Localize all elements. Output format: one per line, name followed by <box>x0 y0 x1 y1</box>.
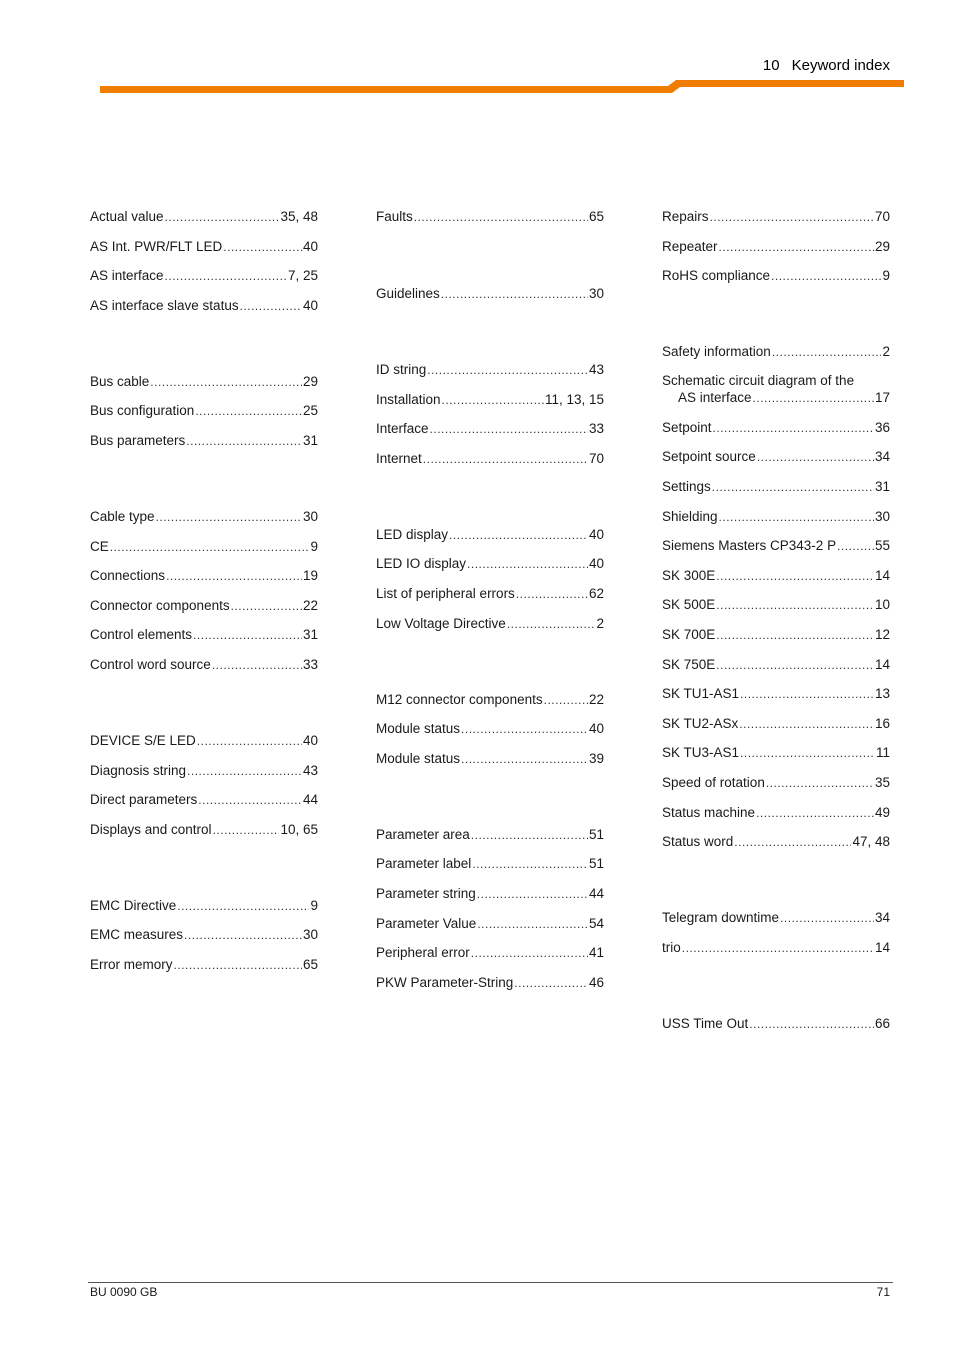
leader-dots <box>156 507 302 527</box>
leader-dots <box>471 825 588 845</box>
entry-page: 39 <box>588 750 604 766</box>
leader-dots <box>193 625 302 645</box>
index-entry <box>662 832 890 879</box>
entry-page: 10, 65 <box>280 821 318 837</box>
entry-label: Guidelines <box>376 286 440 301</box>
entry-label: Internet <box>376 450 422 466</box>
entry-label: SK 750E <box>662 656 716 672</box>
entry-page: 14 <box>874 939 890 955</box>
entry-label: Repairs <box>662 209 709 224</box>
entry-page: 44 <box>302 792 318 808</box>
entry-label: Displays and control <box>90 821 212 837</box>
entry-page: 46 <box>588 974 604 990</box>
index-entry <box>662 684 890 714</box>
leader-dots <box>213 820 280 840</box>
index-entry <box>376 584 604 614</box>
index-entry <box>662 625 890 655</box>
index-entry <box>376 884 604 914</box>
entry-label: Safety information <box>662 344 771 360</box>
leader-dots <box>477 914 588 934</box>
index-entry <box>376 825 604 855</box>
entry-label: ID string <box>376 362 427 377</box>
leader-dots <box>471 943 588 963</box>
leader-dots <box>150 372 302 392</box>
leader-dots <box>414 207 588 227</box>
entry-page: 40 <box>302 732 318 748</box>
entry-page: 31 <box>874 478 890 494</box>
leader-dots <box>757 447 874 467</box>
index-entry <box>90 401 318 431</box>
index-entry <box>662 536 890 566</box>
index-entry <box>376 554 604 584</box>
entry-label: Telegram downtime <box>662 910 780 926</box>
leader-dots <box>837 536 874 556</box>
leader-dots <box>740 684 874 704</box>
leader-dots <box>165 207 280 227</box>
chapter-title: Keyword index <box>791 57 890 74</box>
index-entry <box>90 790 318 820</box>
leader-dots <box>756 803 874 823</box>
leader-dots <box>430 419 588 439</box>
entry-page: 40 <box>302 238 318 254</box>
index-entry <box>90 596 318 626</box>
leader-dots <box>544 690 588 710</box>
entry-label: Status machine <box>662 804 756 820</box>
index-entry <box>90 820 318 867</box>
entry-page: 40 <box>588 526 604 542</box>
index-entry <box>90 761 318 791</box>
entry-label: Settings <box>662 478 711 494</box>
entry-page: 34 <box>874 449 890 465</box>
index-entry <box>90 566 318 596</box>
entry-page: 31 <box>302 432 318 448</box>
leader-dots <box>231 596 302 616</box>
entry-label: Bus cable <box>90 373 150 389</box>
index-entry <box>376 973 604 1003</box>
entry-label: M12 connector components <box>376 691 543 707</box>
index-entry <box>662 237 890 267</box>
entry-page: 51 <box>588 826 604 842</box>
index-column-2 <box>376 207 604 1002</box>
entry-page: 47, 48 <box>852 834 890 850</box>
leader-dots <box>187 761 302 781</box>
index-entry <box>90 372 318 402</box>
index-entry <box>662 743 890 773</box>
entry-page: 11 <box>875 745 890 761</box>
entry-label: Repeater <box>662 238 718 254</box>
entry-page: 2 <box>882 344 890 360</box>
index-entry <box>376 690 604 720</box>
entry-label: RoHS compliance <box>662 268 771 284</box>
entry-label: Module status <box>376 721 461 737</box>
entry-page: 22 <box>302 597 318 613</box>
entry-page: 14 <box>874 656 890 672</box>
index-entry <box>662 908 890 938</box>
entry-page: 17 <box>874 389 890 405</box>
index-entry <box>376 525 604 555</box>
index-entry <box>662 938 890 985</box>
index-entry <box>662 477 890 507</box>
entry-page: 44 <box>588 885 604 901</box>
leader-dots <box>423 449 588 469</box>
index-entry <box>90 507 318 537</box>
entry-label: LED display <box>376 526 449 542</box>
chapter-heading <box>600 56 890 76</box>
index-entry <box>90 266 318 296</box>
leader-dots <box>516 584 588 604</box>
leader-dots <box>753 390 874 407</box>
entry-label: Actual value <box>90 209 164 224</box>
leader-dots <box>719 237 874 257</box>
entry-label: AS interface slave status <box>90 297 239 313</box>
entry-page: 51 <box>588 856 604 872</box>
index-entry <box>90 925 318 955</box>
index-entry <box>90 537 318 567</box>
leader-dots <box>716 566 874 586</box>
leader-dots <box>427 360 588 380</box>
leader-dots <box>186 431 302 451</box>
index-entry <box>662 773 890 803</box>
index-entry <box>376 914 604 944</box>
entry-page: 35 <box>874 774 890 790</box>
entry-page: 30 <box>588 286 604 301</box>
leader-dots <box>195 401 302 421</box>
entry-page: 10 <box>874 597 890 613</box>
leader-dots <box>716 595 874 615</box>
entry-page: 29 <box>302 373 318 389</box>
entry-label: Bus parameters <box>90 432 186 448</box>
leader-dots <box>467 554 588 574</box>
entry-page: 41 <box>588 945 604 961</box>
entry-page: 66 <box>874 1015 890 1031</box>
index-entry <box>90 896 318 926</box>
entry-page: 9 <box>882 268 890 284</box>
entry-label: Interface <box>376 421 429 437</box>
entry-label: Schematic circuit diagram of the <box>662 372 855 388</box>
index-entry <box>376 419 604 449</box>
leader-dots <box>240 296 302 316</box>
entry-label: EMC Directive <box>90 897 177 913</box>
leader-dots <box>461 719 588 739</box>
entry-page: 36 <box>874 419 890 435</box>
index-column-3 <box>662 207 890 1043</box>
leader-dots <box>177 896 309 916</box>
entry-label: USS Time Out <box>662 1015 749 1031</box>
entry-label: Installation <box>376 391 441 407</box>
entry-label: Parameter label <box>376 856 472 872</box>
entry-page: 40 <box>588 721 604 737</box>
entry-page: 65 <box>302 956 318 972</box>
entry-label: SK 500E <box>662 597 716 613</box>
entry-page: 29 <box>874 238 890 254</box>
entry-page: 70 <box>588 450 604 466</box>
entry-label: Bus configuration <box>90 403 195 419</box>
index-entry <box>662 566 890 596</box>
entry-label: CE <box>90 538 109 554</box>
entry-page: 25 <box>302 403 318 419</box>
entry-page: 2 <box>596 615 604 631</box>
entry-page: 16 <box>874 715 890 731</box>
leader-dots <box>461 749 588 769</box>
leader-dots <box>223 237 302 257</box>
entry-page: 65 <box>588 209 604 224</box>
index-entry <box>90 237 318 267</box>
entry-label: LED IO display <box>376 556 467 572</box>
leader-dots <box>739 714 874 734</box>
entry-page: 34 <box>874 910 890 926</box>
index-entry <box>376 943 604 973</box>
index-entry <box>90 296 318 343</box>
index-entry <box>662 714 890 744</box>
entry-label: Setpoint <box>662 419 712 435</box>
index-entry <box>662 207 890 237</box>
entry-label: Shielding <box>662 508 718 524</box>
leader-dots <box>713 418 874 438</box>
leader-dots <box>184 925 302 945</box>
entry-label: Direct parameters <box>90 792 198 808</box>
leader-dots <box>442 390 544 410</box>
index-entry <box>376 360 604 390</box>
chapter-number: 10 <box>762 57 780 74</box>
leader-dots <box>682 938 874 958</box>
leader-dots <box>212 655 302 675</box>
leader-dots <box>514 973 588 993</box>
entry-page: 30 <box>302 508 318 524</box>
entry-label: Setpoint source <box>662 449 756 465</box>
entry-page: 31 <box>302 627 318 643</box>
leader-dots <box>780 908 874 928</box>
entry-label: AS interface <box>90 268 164 284</box>
index-entry <box>662 342 890 372</box>
index-entry <box>662 1014 890 1044</box>
index-entry <box>376 614 604 661</box>
entry-page: 33 <box>302 656 318 672</box>
index-entry <box>662 418 890 448</box>
leader-dots <box>441 284 588 304</box>
leader-dots <box>710 207 874 227</box>
entry-label: trio <box>662 939 681 955</box>
entry-page: 22 <box>588 691 604 707</box>
index-entry <box>90 731 318 761</box>
index-entry <box>376 449 604 496</box>
index-entry <box>662 507 890 537</box>
entry-label: Low Voltage Directive <box>376 615 506 631</box>
entry-page: 30 <box>874 508 890 524</box>
entry-page: 30 <box>302 927 318 943</box>
entry-label: Faults <box>376 209 413 224</box>
index-entry <box>662 266 890 313</box>
leader-dots <box>740 743 875 763</box>
entry-label: Control elements <box>90 627 193 643</box>
entry-page: 13 <box>874 686 890 702</box>
leader-dots <box>449 525 588 545</box>
index-entry <box>376 854 604 884</box>
leader-dots <box>716 655 874 675</box>
leader-dots <box>719 507 874 527</box>
entry-page: 14 <box>874 567 890 583</box>
entry-label: Cable type <box>90 508 155 524</box>
entry-page: 40 <box>302 297 318 313</box>
leader-dots <box>716 625 874 645</box>
leader-dots <box>477 884 588 904</box>
entry-label: SK 300E <box>662 567 716 583</box>
leader-dots <box>174 955 302 975</box>
entry-page: 11, 13, 15 <box>544 391 604 407</box>
leader-dots <box>766 773 874 793</box>
leader-dots <box>165 266 287 286</box>
index-entry <box>662 447 890 477</box>
entry-page: 33 <box>588 421 604 437</box>
footer-page-number: 71 <box>876 1285 890 1299</box>
entry-label: EMC measures <box>90 927 184 943</box>
index-entry <box>376 749 604 796</box>
entry-label: Module status <box>376 750 461 766</box>
index-entry <box>90 207 318 237</box>
entry-label: SK TU3-AS1 <box>662 745 740 761</box>
accent-bar-shape <box>100 80 904 93</box>
leader-dots <box>198 790 302 810</box>
entry-label: SK TU1-AS1 <box>662 686 740 702</box>
leader-dots <box>734 832 851 852</box>
entry-page: 62 <box>588 585 604 601</box>
index-entry <box>90 625 318 655</box>
index-column-1 <box>90 207 318 985</box>
entry-label: Siemens Masters CP343-2 P <box>662 538 837 554</box>
leader-dots <box>197 731 302 751</box>
entry-page: 43 <box>302 762 318 778</box>
entry-page: 70 <box>874 209 890 224</box>
entry-page: 35, 48 <box>280 209 318 224</box>
leader-dots <box>772 342 882 362</box>
entry-label: AS Int. PWR/FLT LED <box>90 238 223 254</box>
entry-page: 7, 25 <box>287 268 318 284</box>
entry-label: SK 700E <box>662 626 716 642</box>
entry-page: 49 <box>874 804 890 820</box>
entry-label: Error memory <box>90 956 173 972</box>
entry-label: Parameter string <box>376 885 476 901</box>
index-entry <box>662 595 890 625</box>
entry-label: Diagnosis string <box>90 762 187 778</box>
entry-label: Status word <box>662 834 734 850</box>
index-entry <box>662 372 890 418</box>
index-entry <box>662 803 890 833</box>
index-entry <box>90 955 318 985</box>
index-entry <box>90 431 318 478</box>
entry-page: 19 <box>302 568 318 584</box>
footer-document-id: BU 0090 GB <box>90 1285 158 1299</box>
index-entry <box>376 390 604 420</box>
entry-label: PKW Parameter-String <box>376 974 514 990</box>
entry-label: DEVICE S/E LED <box>90 732 196 748</box>
entry-page: 12 <box>874 626 890 642</box>
leader-dots <box>472 854 588 874</box>
index-entry <box>662 655 890 685</box>
entry-label: Connections <box>90 568 166 584</box>
entry-label: Control word source <box>90 656 211 672</box>
entry-label: Peripheral error <box>376 945 470 961</box>
entry-page: 40 <box>588 556 604 572</box>
entry-label: Parameter area <box>376 826 470 842</box>
index-entry <box>376 284 604 331</box>
footer-divider <box>88 1282 893 1283</box>
leader-dots <box>507 614 596 634</box>
index-entry <box>90 655 318 702</box>
entry-label: Connector components <box>90 597 230 613</box>
entry-label: Parameter Value <box>376 915 477 931</box>
entry-label-continued: AS interface <box>678 389 752 405</box>
leader-dots <box>166 566 302 586</box>
entry-page: 54 <box>588 915 604 931</box>
index-entry <box>376 719 604 749</box>
entry-page: 43 <box>588 362 604 377</box>
leader-dots <box>110 537 310 557</box>
index-entry <box>376 207 604 254</box>
entry-page: 9 <box>310 897 318 913</box>
entry-label: List of peripheral errors <box>376 585 515 601</box>
entry-label: SK TU2-ASx <box>662 715 739 731</box>
entry-page: 9 <box>310 538 318 554</box>
leader-dots <box>749 1014 874 1034</box>
leader-dots <box>771 266 881 286</box>
header-accent-bar <box>0 78 954 98</box>
leader-dots <box>712 477 874 497</box>
entry-page: 55 <box>874 538 890 554</box>
entry-label: Speed of rotation <box>662 774 765 790</box>
